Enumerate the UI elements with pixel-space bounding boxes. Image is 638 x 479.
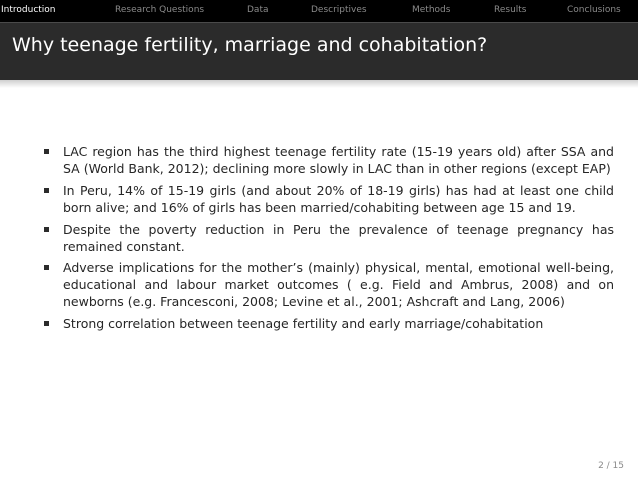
slide-title: Why teenage fertility, marriage and cohabitation? — [12, 34, 488, 56]
nav-item-methods[interactable]: Methods — [412, 5, 451, 15]
bullet-text: Adverse implications for the mother’s (mainly) physical, mental, emotional well-being, educational and labour market outcomes ( e.g. Field and Ambrus, 2008) and on newborns (e.g. Francesconi, 2008; Levine et al., 2001; Ashcraft and Lang, 2006) — [63, 260, 614, 309]
square-bullet-icon — [44, 227, 49, 232]
nav-item-results[interactable]: Results — [494, 5, 527, 15]
bullet-text: Strong correlation between teenage fertility and early marriage/cohabitation — [63, 316, 544, 331]
section-navigation-bar — [0, 0, 638, 22]
nav-item-introduction[interactable]: Introduction — [1, 5, 56, 15]
title-bar-shadow — [0, 80, 638, 88]
square-bullet-icon — [44, 188, 49, 193]
nav-item-conclusions[interactable]: Conclusions — [567, 5, 621, 15]
bullet-item-strong-correlation — [44, 315, 614, 332]
bullet-item-adverse-implications — [44, 259, 614, 310]
bullet-text: LAC region has the third highest teenage fertility rate (15-19 years old) after SSA and SA (World Bank, 2012); declining more slowly in LAC than in other regions (except EAP) — [63, 144, 614, 176]
square-bullet-icon — [44, 321, 49, 326]
square-bullet-icon — [44, 265, 49, 270]
nav-item-data[interactable]: Data — [247, 5, 269, 15]
bullet-text: Despite the poverty reduction in Peru the prevalence of teenage pregnancy has remained constant. — [63, 222, 614, 254]
bullet-item-poverty-reduction — [44, 221, 614, 255]
nav-item-descriptives[interactable]: Descriptives — [311, 5, 367, 15]
nav-item-research-questions[interactable]: Research Questions — [115, 5, 205, 15]
bullet-item-peru-statistics — [44, 182, 614, 216]
bullet-list — [44, 143, 614, 337]
square-bullet-icon — [44, 149, 49, 154]
bullet-text: In Peru, 14% of 15-19 girls (and about 20% of 18-19 girls) has had at least one child born alive; and 16% of girls has been married/cohabiting between age 15 and 19. — [63, 183, 614, 215]
bullet-item-lac-fertility — [44, 143, 614, 177]
page-number: 2 / 15 — [598, 461, 624, 471]
